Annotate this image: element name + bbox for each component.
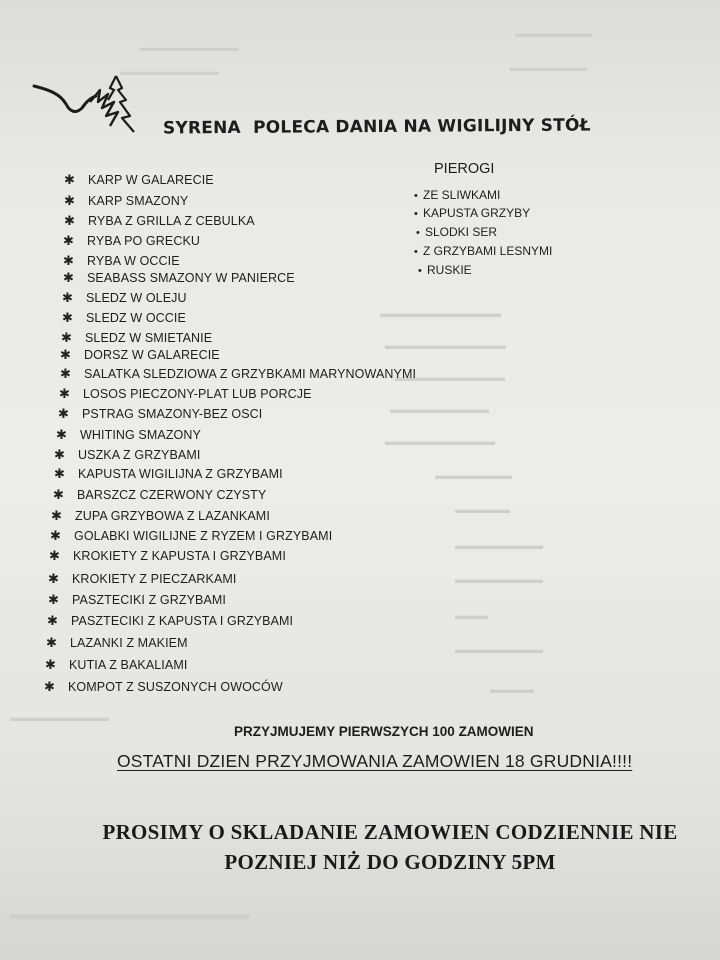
bullet-icon: • [416,227,420,239]
pierogi-item [414,244,552,258]
dish-label: PASZTECIKI Z KAPUSTA I GRZYBAMI [71,614,294,628]
dish-item [56,427,201,443]
show-through-mark: ▬▬▬▬▬▬▬▬▬▬▬▬▬▬▬▬ [10,906,250,923]
dish-item [62,290,187,306]
pierogi-item [414,188,500,202]
dish-item [59,386,312,402]
show-through-mark: ▬▬▬▬▬▬▬▬▬ [390,404,489,416]
asterisk-icon: ✱ [64,172,75,187]
show-through-mark: ▬▬▬▬▬▬▬▬ [455,540,543,552]
order-request-note [0,817,720,877]
dish-label: SALATKA SLEDZIOWA Z GRZYBKAMI MARYNOWANYMI [84,367,417,381]
show-through-mark: ▬▬▬▬▬▬▬ [435,470,512,482]
dish-item [64,193,188,209]
dish-label: SEABASS SMAZONY W PANIERCE [87,271,295,285]
dish-item [60,366,416,382]
asterisk-icon: ✱ [49,548,60,563]
asterisk-icon: ✱ [51,508,62,523]
dish-item [47,613,293,629]
dish-item [54,447,200,463]
dish-label: LOSOS PIECZONY-PLAT LUB PORCJE [83,387,312,401]
show-through-mark: ▬▬▬▬▬▬▬▬ [455,644,543,656]
pierogi-label: Z GRZYBAMI LESNYMI [423,244,553,258]
show-through-mark: ▬▬▬▬▬▬▬▬▬ [10,712,109,724]
dish-label: LAZANKI Z MAKIEM [70,636,188,650]
asterisk-icon: ✱ [63,253,74,268]
dish-label: KROKIETY Z KAPUSTA I GRZYBAMI [73,549,286,563]
dish-item [48,592,226,608]
bullet-icon: • [414,208,418,220]
asterisk-icon: ✱ [63,270,74,285]
dish-label: SLEDZ W OLEJU [86,291,187,305]
dish-item [63,270,295,286]
dish-label: PSTRAG SMAZONY-BEZ OSCI [82,407,263,421]
dish-label: KARP SMAZONY [88,194,189,208]
dish-item [50,528,332,544]
dish-label: KARP W GALARECIE [88,173,214,187]
show-through-mark: ▬▬▬▬▬ [455,504,510,516]
dish-label: ZUPA GRZYBOWA Z LAZANKAMI [75,509,270,523]
dish-label: GOLABKI WIGILIJNE Z RYZEM I GRZYBAMI [74,529,333,543]
dish-label: USZKA Z GRZYBAMI [78,448,201,462]
dish-item [48,571,237,587]
dish-item [63,233,200,249]
asterisk-icon: ✱ [59,386,70,401]
pierogi-item [418,263,472,277]
dish-label: KROKIETY Z PIECZARKAMI [72,572,237,586]
asterisk-icon: ✱ [47,613,58,628]
order-request-line: POZNIEJ NIŻ DO GODZINY 5PM [224,850,556,874]
show-through-mark: ▬▬▬ [455,610,488,622]
dish-label: RYBA W OCCIE [87,254,180,268]
show-through-mark: ▬▬▬▬ [490,684,534,696]
dish-label: SLEDZ W SMIETANIE [85,331,213,345]
dish-item [54,466,283,482]
asterisk-icon: ✱ [60,347,71,362]
show-through-mark: ▬▬▬▬▬▬▬▬▬▬▬ [385,340,506,352]
pierogi-label: RUSKIE [427,263,472,277]
order-limit-note: PRZYJMUJEMY PIERWSZYCH 100 ZAMOWIEN [234,724,534,739]
show-through-mark: ▬▬▬▬▬▬▬▬ [455,574,543,586]
show-through-mark: ▬▬▬▬▬▬▬ [510,62,587,74]
dish-label: KAPUSTA WIGILIJNA Z GRZYBAMI [78,467,283,481]
bullet-icon: • [414,246,418,258]
pierogi-item [414,206,530,220]
dish-label: WHITING SMAZONY [80,428,201,442]
dish-label: RYBA Z GRILLA Z CEBULKA [88,214,255,228]
asterisk-icon: ✱ [54,466,65,481]
bullet-icon: • [414,190,418,202]
dish-label: KOMPOT Z SUSZONYCH OWOCÓW [68,680,283,694]
asterisk-icon: ✱ [50,528,61,543]
dish-item [46,635,188,651]
order-request-line: PROSIMY O SKLADANIE ZAMOWIEN CODZIENNIE NIE [102,820,678,844]
dish-label: PASZTECIKI Z GRZYBAMI [72,593,226,607]
dish-label: KUTIA Z BAKALIAMI [69,658,188,672]
show-through-mark: ▬▬▬▬▬▬▬▬▬▬▬ [380,308,501,320]
dish-item [53,487,266,503]
dish-item [61,330,212,346]
asterisk-icon: ✱ [44,679,55,694]
asterisk-icon: ✱ [64,213,75,228]
dish-label: SLEDZ W OCCIE [86,311,186,325]
show-through-mark: ▬▬▬▬▬▬▬▬▬ [120,66,219,78]
asterisk-icon: ✱ [48,571,59,586]
dish-item [63,253,180,269]
asterisk-icon: ✱ [62,290,73,305]
asterisk-icon: ✱ [58,406,69,421]
asterisk-icon: ✱ [46,635,57,650]
asterisk-icon: ✱ [54,447,65,462]
dish-item [64,172,214,188]
dish-label: RYBA PO GRECKU [87,234,201,248]
asterisk-icon: ✱ [62,310,73,325]
asterisk-icon: ✱ [61,330,72,345]
page-title: SYRENA POLECA DANIA NA WIGILIJNY STÓŁ [162,115,591,139]
dish-item [64,213,255,229]
show-through-mark: ▬▬▬▬▬▬▬ [515,28,592,40]
show-through-mark: ▬▬▬▬▬▬▬▬▬▬ [395,372,505,384]
asterisk-icon: ✱ [60,366,71,381]
bullet-icon: • [418,265,422,277]
asterisk-icon: ✱ [63,233,74,248]
dish-item [49,548,286,564]
asterisk-icon: ✱ [53,487,64,502]
dish-item [58,406,262,422]
pierogi-item [416,225,497,239]
pierogi-heading: PIEROGI [434,161,495,177]
asterisk-icon: ✱ [48,592,59,607]
dish-item [60,347,220,363]
asterisk-icon: ✱ [56,427,67,442]
order-deadline-note: OSTATNI DZIEN PRZYJMOWANIA ZAMOWIEN 18 GRUDNIA!!!! [117,751,633,771]
dish-item [51,508,270,524]
dish-label: BARSZCZ CZERWONY CZYSTY [77,488,267,502]
asterisk-icon: ✱ [64,193,75,208]
show-through-mark: ▬▬▬▬▬▬▬▬▬▬ [385,436,495,448]
dish-item [44,679,283,695]
dish-label: DORSZ W GALARECIE [84,348,220,362]
pierogi-label: KAPUSTA GRZYBY [423,206,531,220]
pierogi-label: ZE SLIWKAMI [423,188,501,202]
syrena-logo-icon [30,72,155,142]
dish-item [62,310,186,326]
show-through-mark: ▬▬▬▬▬▬▬▬▬ [140,42,239,54]
pierogi-label: SLODKI SER [425,225,498,239]
dish-item [45,657,187,673]
asterisk-icon: ✱ [45,657,56,672]
